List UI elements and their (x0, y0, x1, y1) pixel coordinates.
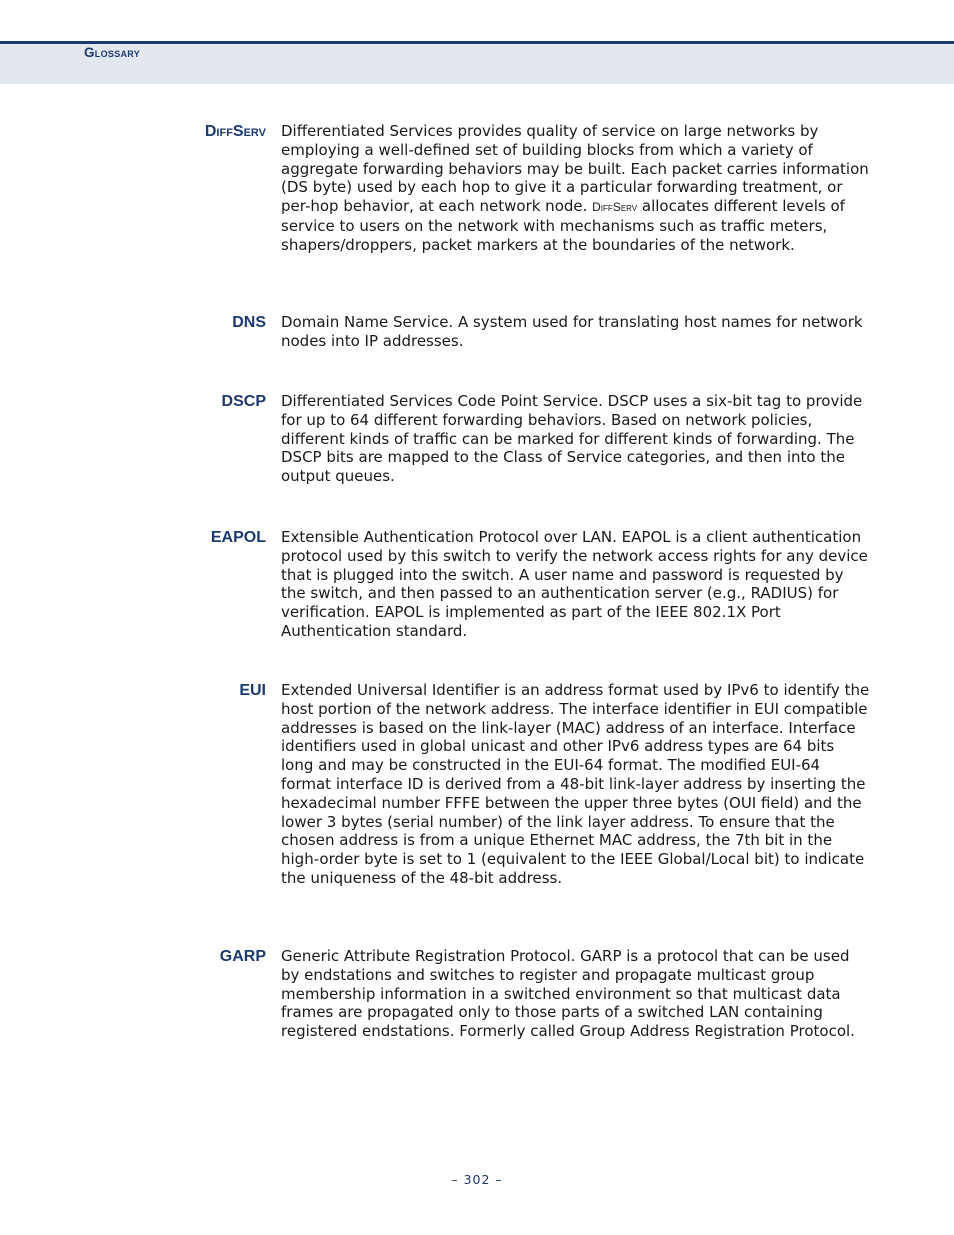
header-band (0, 41, 954, 84)
definition-text: Differentiated Services provides quality of service on large networks by employing a well-defined set of building blocks from which a variety of aggregate forwarding behaviors may be built. Each packet carries information (DS byte) used by each hop to give it a particular forwarding treatment, or per-hop behavior, at each network node. (281, 122, 869, 216)
glossary-definition: Extensible Authentication Protocol over LAN. EAPOL is a client authentication protocol used by this switch to verify the network access rights for any device that is plugged into the switch. A user name and password is requested by the switch, and then passed to an authentication server (e.g., RADIUS) for verification. EAPOL is implemented as part of the IEEE 802.1X Port Authentication standard. (281, 528, 868, 640)
glossary-definition: Domain Name Service. A system used for translating host names for network nodes into IP addresses. (281, 313, 863, 350)
glossary-term: EUI (239, 682, 266, 699)
glossary-definition: Generic Attribute Registration Protocol. GARP is a protocol that can be used by endstations and switches to register and propagate multicast group membership information in a switched environment so that multicast data frames are propagated only to those parts of a switched LAN containing registered endstations. Formerly called Group Address Registration Protocol. (281, 947, 855, 1041)
inline-term: DiffServ (592, 200, 638, 215)
glossary-term: DiffServ (204, 123, 266, 140)
glossary-term: DNS (232, 314, 266, 331)
glossary-definition: Extended Universal Identifier is an address format used by IPv6 to identify the host portion of the network address. The interface identifier in EUI compatible addresses is based on the link-layer (MAC) address of an interface. Interface identifiers used in global unicast and other IPv6 address types are 64 bits long and may be constructed in the EUI-64 format. The modified EUI-64 format interface ID is derived from a 48-bit link-layer address by inserting the hexadecimal number FFFE between the upper three bytes (OUI field) and the lower 3 bytes (serial number) of the link layer address. To ensure that the chosen address is from a unique Ethernet MAC address, the 7th bit in the high-order byte is set to 1 (equivalent to the IEEE Global/Local bit) to indicate the uniqueness of the 48-bit address. (281, 681, 870, 887)
page-number: – 302 – (451, 1172, 503, 1187)
running-header-title: Glossary (84, 45, 141, 60)
definition-text: allocates different levels of service to users on the network with mechanisms such as traffic meters, shapers/droppers, packet markers at the boundaries of the network. (281, 197, 845, 254)
glossary-definition: Differentiated Services Code Point Service. DSCP uses a six-bit tag to provide for up to 64 different forwarding behaviors. Based on network policies, different kinds of traffic can be marked for different kinds of forwarding. The DSCP bits are mapped to the Class of Service categories, and then into the output queues. (281, 392, 863, 486)
glossary-term: EAPOL (210, 529, 266, 546)
glossary-definition (281, 122, 871, 255)
glossary-term: GARP (219, 948, 266, 965)
glossary-term: DSCP (221, 393, 266, 410)
